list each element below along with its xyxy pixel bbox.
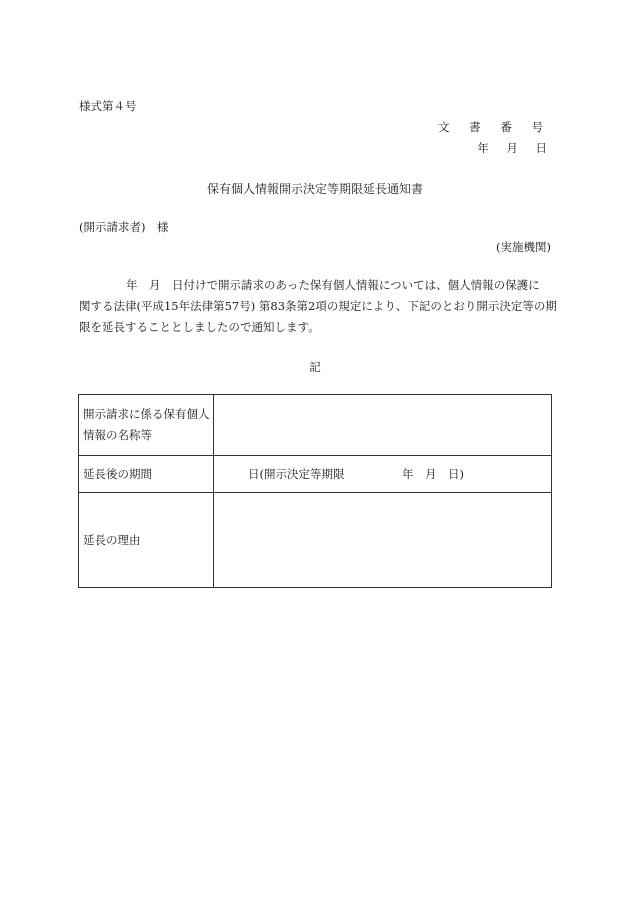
table-row bbox=[79, 395, 552, 456]
body-text-line-3: 限を延長することとしましたので通知します。 bbox=[79, 320, 320, 334]
ki-heading: 記 bbox=[309, 360, 321, 374]
implementing-institution: (実施機関) bbox=[496, 240, 551, 254]
table-label-extended-period: 延長後の期間 bbox=[79, 456, 214, 493]
table-value-record-name bbox=[214, 395, 552, 456]
requester-addressee: (開示請求者) 様 bbox=[79, 220, 169, 234]
table-label-extension-reason: 延長の理由 bbox=[79, 493, 214, 588]
table-label-record-name: 開示請求に係る保有個人情報の名称等 bbox=[79, 395, 214, 456]
body-text-line-2: 関する法律(平成15年法律第57号) 第83条第2項の規定により、下記のとおり開示決定等の期 bbox=[79, 299, 557, 313]
document-title: 保有個人情報開示決定等期限延長通知書 bbox=[206, 182, 423, 196]
form-number: 様式第４号 bbox=[79, 99, 137, 113]
table-row bbox=[79, 456, 552, 493]
table-value-extended-period: 日(開示決定等期限 年 月 日) bbox=[214, 456, 552, 493]
document-date-label: 年 月 日 bbox=[477, 141, 551, 155]
table-value-extension-reason bbox=[214, 493, 552, 588]
document-number-label: 文 書 番 号 bbox=[438, 120, 551, 134]
info-table bbox=[78, 394, 552, 588]
table-row bbox=[79, 493, 552, 588]
body-text-line-1: 年 月 日付けで開示請求のあった保有個人情報については、個人情報の保護に bbox=[126, 278, 540, 292]
